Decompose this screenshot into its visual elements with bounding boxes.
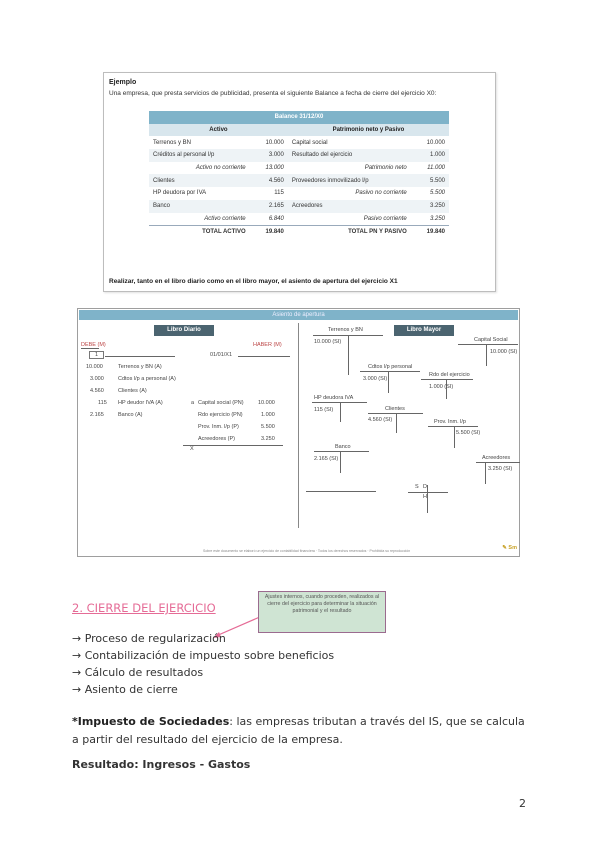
- logo: ✎ Sm: [502, 545, 517, 551]
- cell: TOTAL ACTIVO: [149, 225, 250, 238]
- debit-account: Banco (A): [118, 412, 143, 418]
- libro-mayor-tag: Libro Mayor: [394, 325, 454, 336]
- col-activo: Activo: [149, 124, 288, 137]
- t-account-bar: [314, 451, 369, 452]
- cell: 6.840: [268, 215, 284, 222]
- debit-account: HP deudor IVA (A): [118, 400, 163, 406]
- balance-table: [149, 111, 449, 238]
- cell: Patrimonio neto: [364, 165, 407, 172]
- credit-account: Capital social (PN): [198, 400, 244, 406]
- tax-paragraph: [72, 713, 532, 749]
- t-account-stem: [348, 335, 349, 375]
- t-account-bar: [360, 371, 420, 372]
- cell: TOTAL PN Y PASIVO: [288, 225, 411, 238]
- t-account-stem: [340, 451, 341, 473]
- cell: 3.000: [250, 149, 288, 162]
- capital-value: 10.000 (SI): [490, 349, 518, 355]
- t-account-bar: [421, 379, 473, 380]
- cdtos-value: 3.000 (SI): [363, 376, 388, 382]
- terrenos-name: Terrenos y BN: [328, 327, 363, 333]
- cell: 115: [274, 190, 284, 197]
- apertura-slide: [77, 308, 520, 557]
- t-account-stem: [485, 462, 486, 484]
- banco-value: 2.165 (SI): [314, 456, 339, 462]
- table-row: [149, 200, 449, 213]
- debit-account: Terrenos y BN (A): [118, 364, 162, 370]
- slide-title: Asiento de apertura: [79, 310, 518, 320]
- cell: 5.500: [411, 174, 449, 187]
- list-item: → Proceso de regularización: [72, 632, 226, 645]
- credit-account: Rdo ejercicio (PN): [198, 412, 243, 418]
- prov-value: 5.500 (SI): [456, 430, 481, 436]
- t-account-bar: [476, 462, 520, 463]
- t-account-stem: [388, 371, 389, 393]
- table-row: [149, 162, 449, 175]
- rdo-name: Rdo del ejercicio: [429, 372, 470, 378]
- cell: Banco: [149, 200, 250, 213]
- cell: 3.250: [411, 200, 449, 213]
- cell: Créditos al personal l/p: [149, 149, 250, 162]
- rule: [183, 445, 283, 446]
- t-account-stem: [396, 413, 397, 433]
- page-number: 2: [519, 797, 526, 810]
- debit-amount: 10.000: [86, 364, 103, 370]
- tax-label: *Impuesto de Sociedades: [72, 715, 230, 728]
- entry-date: 01/01/X1: [210, 352, 233, 358]
- example-intro: Una empresa, que presta servicios de publicidad, presenta el siguiente Balance a fecha de cierre del ejercicio X0:: [109, 90, 437, 97]
- cell: 3.250: [429, 215, 445, 222]
- tax-text: : las empresas tributan a través del IS, que se calcula a partir del resultado del ejercicio de la empresa.: [72, 715, 525, 746]
- prov-name: Prov. Inm. l/p: [434, 419, 466, 425]
- bullet-list: [72, 630, 334, 698]
- acreedores-name: Acreedores: [482, 455, 511, 461]
- credit-amount: 3.250: [261, 436, 275, 442]
- cell: 19.840: [250, 225, 288, 238]
- t-account-bar: [458, 344, 518, 345]
- t-account-bar: [428, 426, 478, 427]
- example-box: [103, 72, 496, 292]
- cell: Activo no corriente: [195, 165, 246, 172]
- debe-label: DEBE (M): [81, 342, 106, 348]
- list-item: → Cálculo de resultados: [72, 666, 204, 679]
- entry-number: 1: [89, 351, 104, 359]
- cell: Activo corriente: [204, 215, 246, 222]
- divider: [298, 323, 299, 528]
- table-row: [149, 225, 449, 238]
- banco-name: Banco: [335, 444, 351, 450]
- credit-amount: 5.500: [261, 424, 275, 430]
- x-mark: X: [190, 446, 194, 452]
- cell: HP deudora por IVA: [153, 190, 207, 197]
- cell: 4.560: [250, 174, 288, 187]
- t-account-stem: [454, 426, 455, 448]
- example-title: Ejemplo: [109, 79, 137, 86]
- result-formula: Resultado: Ingresos - Gastos: [72, 758, 251, 771]
- rule: [408, 492, 448, 493]
- rule: [81, 348, 99, 349]
- cell: Pasivo no corriente: [355, 190, 407, 197]
- table-row: [149, 174, 449, 187]
- hp-value: 115 (SI): [314, 407, 334, 413]
- balance-title: Balance 31/12/X0: [149, 111, 449, 124]
- cell: 1.000: [411, 149, 449, 162]
- debit-amount: 2.165: [90, 412, 104, 418]
- clientes-name: Clientes: [385, 406, 405, 412]
- table-row: [149, 213, 449, 226]
- rule: [238, 356, 290, 357]
- sd-s: S: [415, 484, 419, 490]
- cell: 11.000: [427, 165, 445, 172]
- t-account-stem: [340, 402, 341, 422]
- rdo-value: 1.000 (SI): [429, 384, 454, 390]
- debit-amount: 115: [98, 400, 107, 406]
- cell: 10.000: [426, 139, 445, 146]
- debit-amount: 3.000: [90, 376, 104, 382]
- debit-amount: 4.560: [90, 388, 104, 394]
- haber-label: HABER (M): [253, 342, 282, 348]
- clientes-value: 4.560 (SI): [368, 417, 393, 423]
- cell: Proveedores inmovilizado l/p: [288, 174, 411, 187]
- rule: [306, 491, 376, 492]
- credit-amount: 10.000: [258, 400, 275, 406]
- sd-h: H: [423, 494, 427, 500]
- section-title: 2. CIERRE DEL EJERCICIO: [72, 601, 216, 615]
- cell: Pasivo corriente: [363, 215, 407, 222]
- cell: Acreedores: [288, 200, 411, 213]
- list-item: → Asiento de cierre: [72, 683, 178, 696]
- cell: 5.500: [429, 190, 445, 197]
- credit-account: Acreedores (P): [198, 436, 235, 442]
- terrenos-value: 10.000 (SI): [314, 339, 342, 345]
- cell: Clientes: [149, 174, 250, 187]
- list-item: → Contabilización de impuesto sobre beneficios: [72, 649, 335, 662]
- cell: 2.165: [250, 200, 288, 213]
- slide-footer: Sobre este documento se elaboró un ejercicio de contabilidad financiera · Todos los derechos reservados · Prohibida su reproducción: [203, 549, 411, 553]
- debit-account: Cdtos l/p a personal (A): [118, 376, 176, 382]
- cell: 10.000: [265, 139, 284, 146]
- table-row: [149, 149, 449, 162]
- example-footer: Realizar, tanto en el libro diario como en el libro mayor, el asiento de apertura del ejercicio X1: [109, 278, 398, 285]
- capital-name: Capital Social: [474, 337, 508, 343]
- credit-a: a: [191, 400, 195, 406]
- credit-amount: 1.000: [261, 412, 275, 418]
- col-pasivo: Patrimonio neto y Pasivo: [288, 124, 449, 137]
- sd-d: D: [423, 484, 427, 490]
- rule: [427, 485, 428, 513]
- credit-account: Prov. Inm. l/p (P): [198, 424, 239, 430]
- cdtos-name: Cdtos l/p personal: [368, 364, 413, 370]
- cell: Capital social: [291, 139, 328, 146]
- hp-name: HP deudora IVA: [314, 395, 354, 401]
- rule: [105, 356, 175, 357]
- table-row: [149, 187, 449, 200]
- cell: 13.000: [265, 165, 284, 172]
- cell: Resultado del ejercicio: [288, 149, 411, 162]
- libro-diario-tag: Libro Diario: [154, 325, 214, 336]
- acreedores-value: 3.250 (SI): [488, 466, 513, 472]
- cell: Terrenos y BN: [153, 139, 192, 146]
- note-box: Ajustes internos, cuando proceden, realizados al cierre del ejercicio para determinar la situación patrimonial y el resultado: [258, 591, 386, 633]
- table-row: [149, 136, 449, 149]
- cell: 19.840: [411, 225, 449, 238]
- t-account-stem: [486, 344, 487, 366]
- debit-account: Clientes (A): [118, 388, 147, 394]
